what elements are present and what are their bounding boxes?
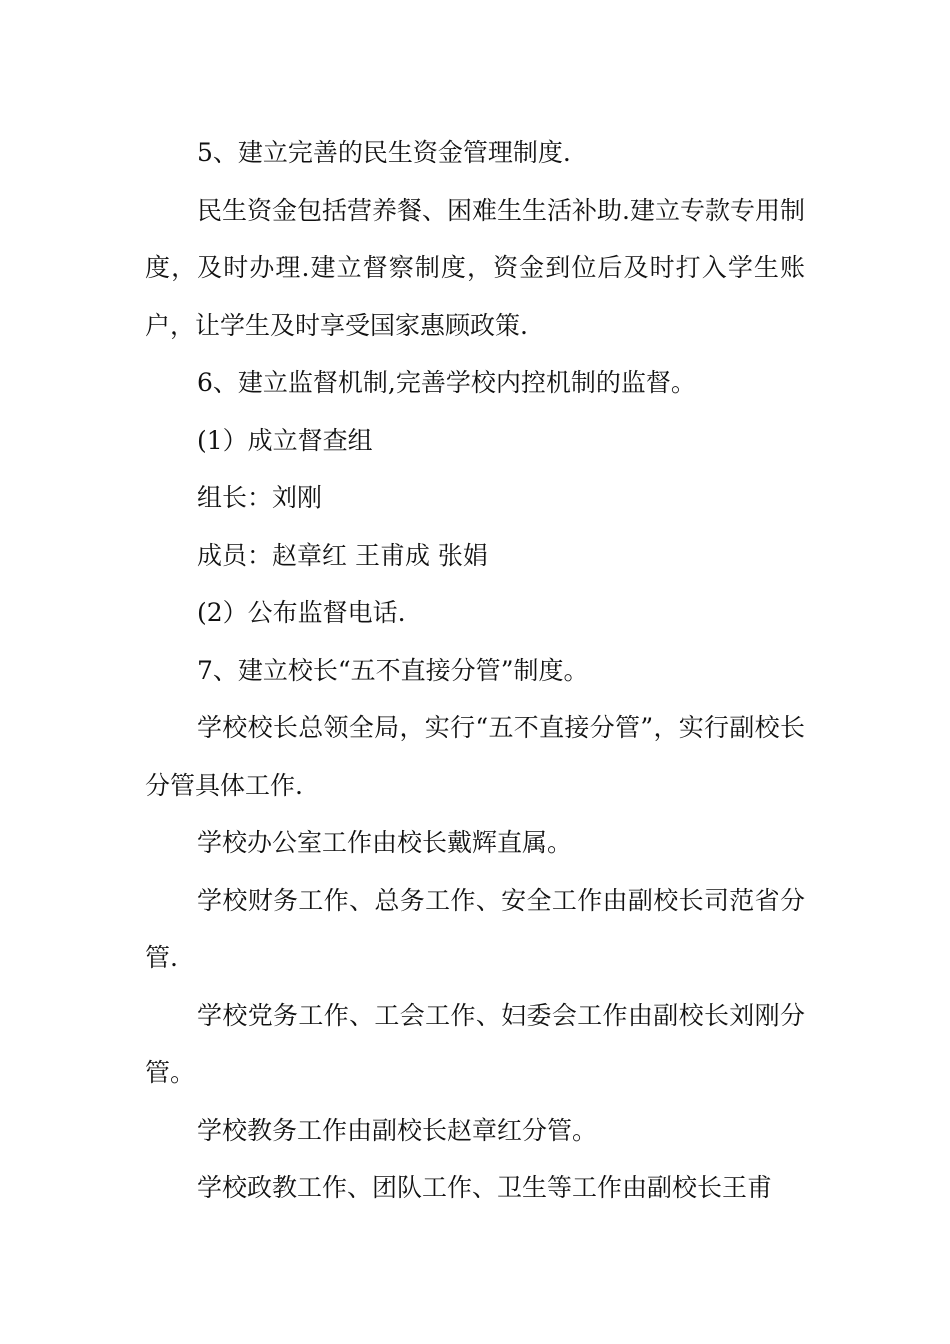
paragraph: 学校政教工作、团队工作、卫生等工作由副校长王甫 xyxy=(197,1173,773,1202)
paragraph: 民生资金包括营养餐、困难生生活补助.建立专款专用制度，及时办理.建立督察制度，资金到位后及时打入学生账户，让学生及时享受国家惠顾政策. xyxy=(145,195,805,340)
paragraph: 学校教务工作由副校长赵章红分管。 xyxy=(197,1115,598,1145)
document-body xyxy=(145,124,805,1217)
paragraph: 6、建立监督机制,完善学校内控机制的监督。 xyxy=(197,368,696,397)
paragraph: 组长：刘刚 xyxy=(197,483,323,512)
paragraph: (2）公布监督电话. xyxy=(197,598,406,627)
paragraph: 学校党务工作、工会工作、妇委会工作由副校长刘刚分管。 xyxy=(145,1000,805,1087)
paragraph: 学校校长总领全局，实行“五不直接分管”，实行副校长分管具体工作. xyxy=(145,713,805,800)
paragraph: 学校财务工作、总务工作、安全工作由副校长司范省分管. xyxy=(145,885,805,972)
paragraph: (1）成立督查组 xyxy=(197,425,373,455)
paragraph: 成员：赵章红 王甫成 张娟 xyxy=(197,540,488,570)
paragraph: 学校办公室工作由校长戴辉直属。 xyxy=(197,828,573,857)
paragraph: 7、建立校长“五不直接分管”制度。 xyxy=(197,655,589,685)
paragraph: 5、建立完善的民生资金管理制度. xyxy=(197,138,571,167)
